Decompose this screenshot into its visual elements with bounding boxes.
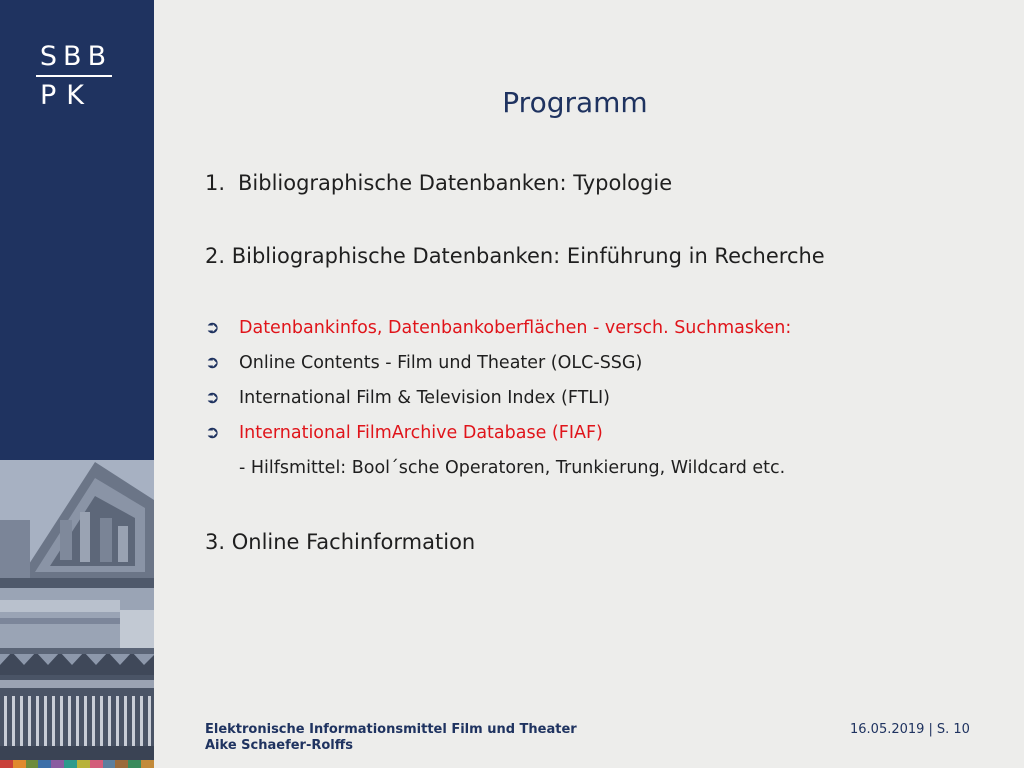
color-swatch — [13, 760, 26, 768]
agenda-item-text: Bibliographische Datenbanken: Einführung in Recherche — [231, 244, 825, 268]
footer-page-info — [850, 722, 970, 738]
agenda-item-1 — [205, 171, 672, 195]
logo-top-text: SBB — [39, 41, 113, 72]
logo-bottom-text: PK — [40, 80, 94, 111]
bullet-item-2 — [205, 353, 642, 373]
bullet-text: International Film & Television Index (FTLI) — [239, 388, 611, 408]
bullet-item-4 — [205, 423, 603, 443]
color-swatch — [141, 760, 154, 768]
color-swatch — [51, 760, 64, 768]
agenda-item-2 — [205, 244, 825, 268]
bullet-item-3 — [205, 388, 610, 408]
bullet-text: International FilmArchive Database (FIAF) — [239, 423, 603, 443]
color-swatch — [128, 760, 141, 768]
footer-separator: | — [928, 722, 933, 737]
color-swatch — [64, 760, 77, 768]
agenda-item-number: 1. — [205, 171, 226, 195]
sidebar — [0, 0, 154, 768]
arrow-right-icon: ➲ — [205, 353, 220, 373]
footer-date: 16.05.2019 — [850, 722, 925, 737]
color-swatch — [77, 760, 90, 768]
agenda-item-3 — [205, 530, 475, 554]
arrow-right-icon: ➲ — [205, 423, 220, 443]
bullet-text: Datenbankinfos, Datenbankoberflächen - versch. Suchmasken: — [239, 318, 792, 338]
hilfsmittel-line: - Hilfsmittel: Bool´sche Operatoren, Trunkierung, Wildcard etc. — [239, 458, 786, 478]
agenda-item-number: 3. — [205, 530, 226, 554]
color-swatch — [26, 760, 39, 768]
building-photo — [0, 460, 154, 760]
bullet-text: Online Contents - Film und Theater (OLC-SSG) — [239, 353, 643, 373]
slide-title: Programm — [502, 86, 648, 119]
color-swatch — [0, 760, 13, 768]
sbb-pk-logo — [34, 42, 114, 111]
footer-author: Aike Schaefer-Rolffs — [205, 738, 354, 753]
arrow-right-icon: ➲ — [205, 318, 220, 338]
color-swatch — [103, 760, 116, 768]
agenda-item-text: Bibliographische Datenbanken: Typologie — [238, 171, 673, 195]
footer-course-title: Elektronische Informationsmittel Film und Theater — [205, 722, 577, 737]
logo-divider — [36, 75, 112, 77]
arrow-right-icon: ➲ — [205, 388, 220, 408]
bullet-item-1 — [205, 318, 791, 338]
color-swatch — [38, 760, 51, 768]
agenda-item-number: 2. — [205, 244, 226, 268]
color-swatch — [115, 760, 128, 768]
page-number: S. 10 — [936, 722, 970, 737]
color-strip — [0, 760, 154, 768]
building-illustration — [0, 460, 154, 760]
agenda-item-text: Online Fachinformation — [231, 530, 476, 554]
footer-course-info — [205, 722, 577, 754]
color-swatch — [90, 760, 103, 768]
